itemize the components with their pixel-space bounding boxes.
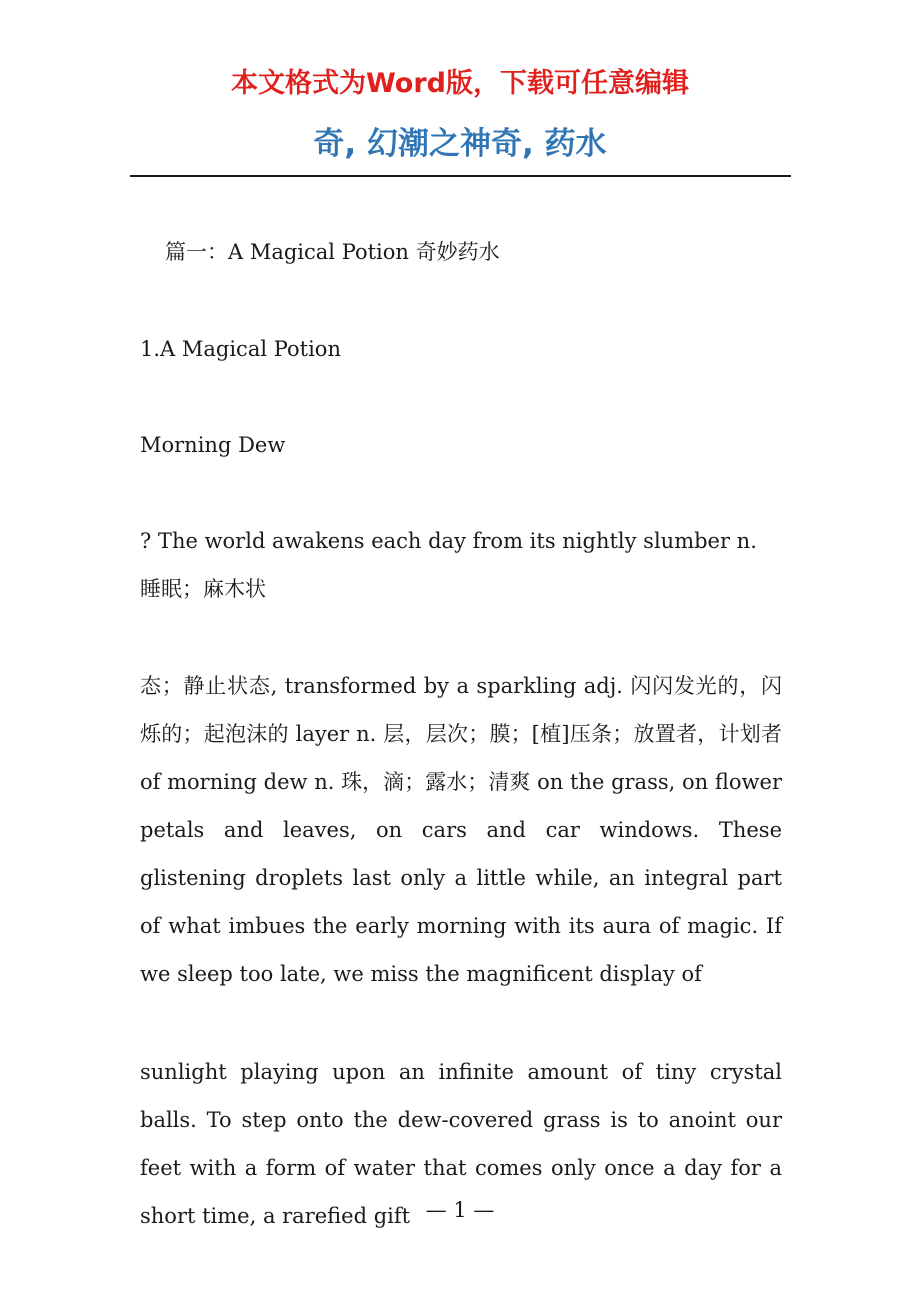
paragraph-3: sunlight playing upon an infinite amount of tiny crystal balls. To step onto the dew-covered grass is to anoint our feet with a form of water that comes only once a day for a short time, a rarefied gift — [140, 1060, 782, 1228]
header-divider — [130, 175, 791, 177]
section-heading: 篇一：A Magical Potion 奇妙药水 — [165, 240, 500, 264]
paragraph-1: ? The world awakens each day from its nightly slumber n. 睡眠；麻木状 — [140, 529, 757, 601]
article-heading: 1.A Magical Potion — [140, 337, 341, 361]
word-format-banner: 本文格式为Word版，下载可任意编辑 — [230, 68, 689, 99]
article-subheading: Morning Dew — [140, 433, 286, 457]
document-title: 奇, 幻潮之神奇, 药水 — [313, 126, 607, 162]
paragraph-2: 态；静止状态, transformed by a sparkling adj. 闪闪发光的，闪烁的；起泡沫的 layer n. 层，层次；膜；[植]压条；放置者，计划者 of morning dew n. 珠，滴；露水；清爽 on the grass, on flower petals and leaves, on cars and car windows. These glistening droplets last only a little while, an integral part of what imbues the early morning with its aura of magic. If we sleep too late, we miss the magnificent display of — [140, 674, 782, 986]
page-number: — 1 — — [425, 1198, 495, 1222]
